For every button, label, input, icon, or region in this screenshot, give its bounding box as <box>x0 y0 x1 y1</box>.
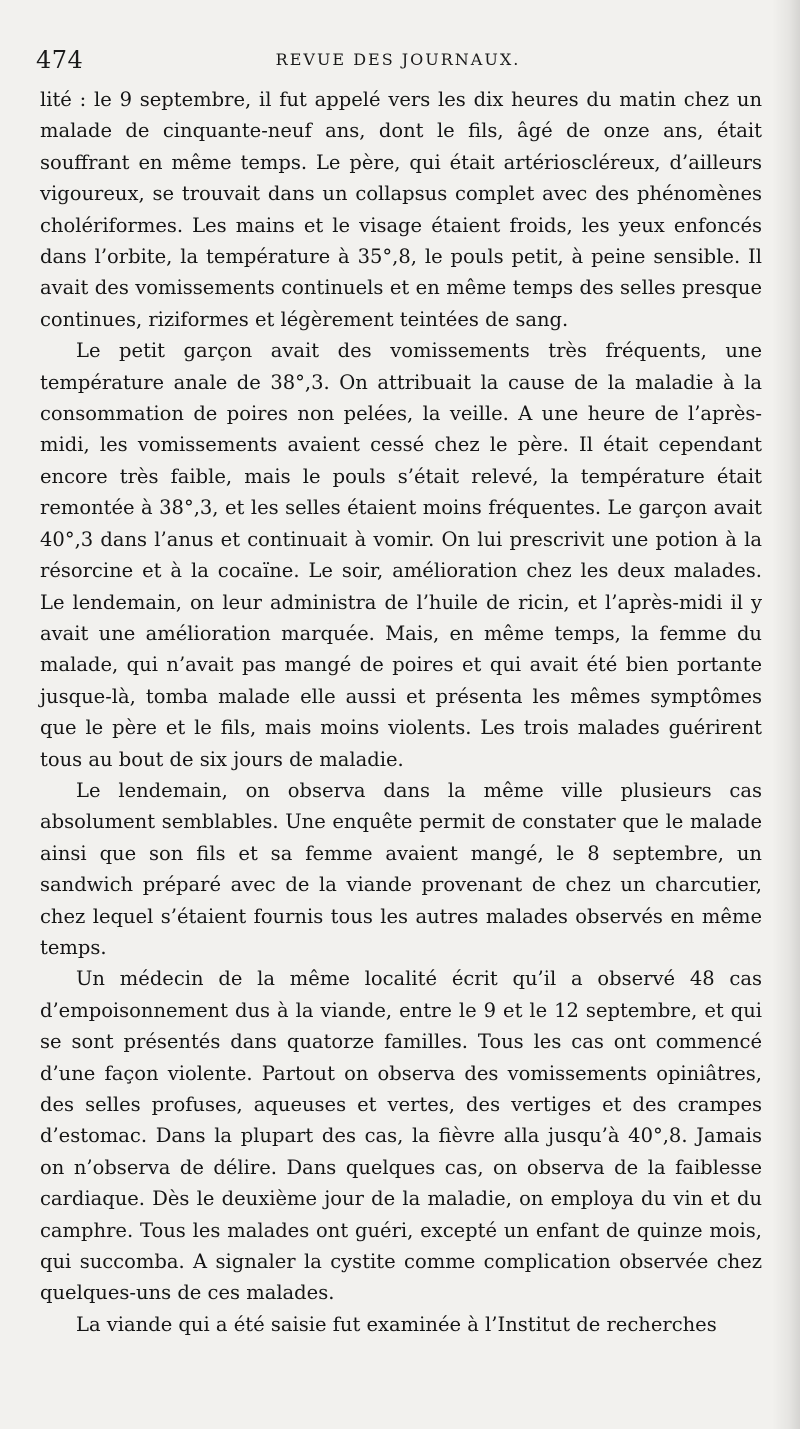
paragraph-continued: lité : le 9 septembre, il fut appelé vers les dix heures du matin chez un malade de cinquante-neuf ans, dont le fils, âgé de onze ans, était souffrant en même temps. Le père, qui était artérioscléreux, d’ailleurs vigoureux, se trouvait dans un collapsus complet avec des phénomènes cholériformes. Les mains et le visage étaient froids, les yeux enfoncés dans l’orbite, la température à 35°,8, le pouls petit, à peine sensible. Il avait des vomissements continuels et en même temps des selles presque continues, riziformes et légèrement teintées de sang. <box>40 88 762 331</box>
page-number: 474 <box>36 46 84 74</box>
running-title: REVUE DES JOURNAUX. <box>275 50 521 69</box>
paragraph: La viande qui a été saisie fut examinée à l’Institut de recherches <box>76 1312 717 1336</box>
page-edge-shadow <box>772 0 800 1429</box>
paragraph: Le lendemain, on observa dans la même ville plusieurs cas absolument semblables. Une enquête permit de constater que le malade ainsi que son fils et sa femme avaient mangé, le 8 septembre, un sandwich préparé avec de la viande provenant de chez un charcutier, chez lequel s’étaient fournis tous les autres malades observés en même temps. <box>40 778 762 959</box>
body-text <box>40 84 762 1340</box>
paragraph: Un médecin de la même localité écrit qu’il a observé 48 cas d’empoisonnement dus à la viande, entre le 9 et le 12 septembre, et qui se sont présentés dans quatorze familles. Tous les cas ont commencé d’une façon violente. Partout on observa des vomissements opiniâtres, des selles profuses, aqueuses et vertes, des vertiges et des crampes d’estomac. Dans la plupart des cas, la fièvre alla jusqu’à 40°,8. Jamais on n’observa de délire. Dans quelques cas, on observa de la faiblesse cardiaque. Dès le deuxième jour de la maladie, on employa du vin et du camphre. Tous les malades ont guéri, excepté un enfant de quinze mois, qui succomba. A signaler la cystite comme complication observée chez quelques-uns de ces malades. <box>40 967 762 1305</box>
page-header <box>36 38 760 78</box>
paragraph: Le petit garçon avait des vomissements très fréquents, une température anale de 38°,3. On attribuait la cause de la maladie à la consommation de poires non pelées, la veille. A une heure de l’après-midi, les vomissements avaient cessé chez le père. Il était cependant encore très faible, mais le pouls s’était relevé, la température était remontée à 38°,3, et les selles étaient moins fréquentes. Le garçon avait 40°,3 dans l’anus et continuait à vomir. On lui prescrivit une potion à la résorcine et à la cocaïne. Le soir, amélioration chez les deux malades. Le lendemain, on leur administra de l’huile de ricin, et l’après-midi il y avait une amélioration marquée. Mais, en même temps, la femme du malade, qui n’avait pas mangé de poires et qui avait été bien portante jusque-là, tomba malade elle aussi et présenta les mêmes symptômes que le père et le fils, mais moins violents. Les trois malades guérirent tous au bout de six jours de maladie. <box>40 339 762 771</box>
